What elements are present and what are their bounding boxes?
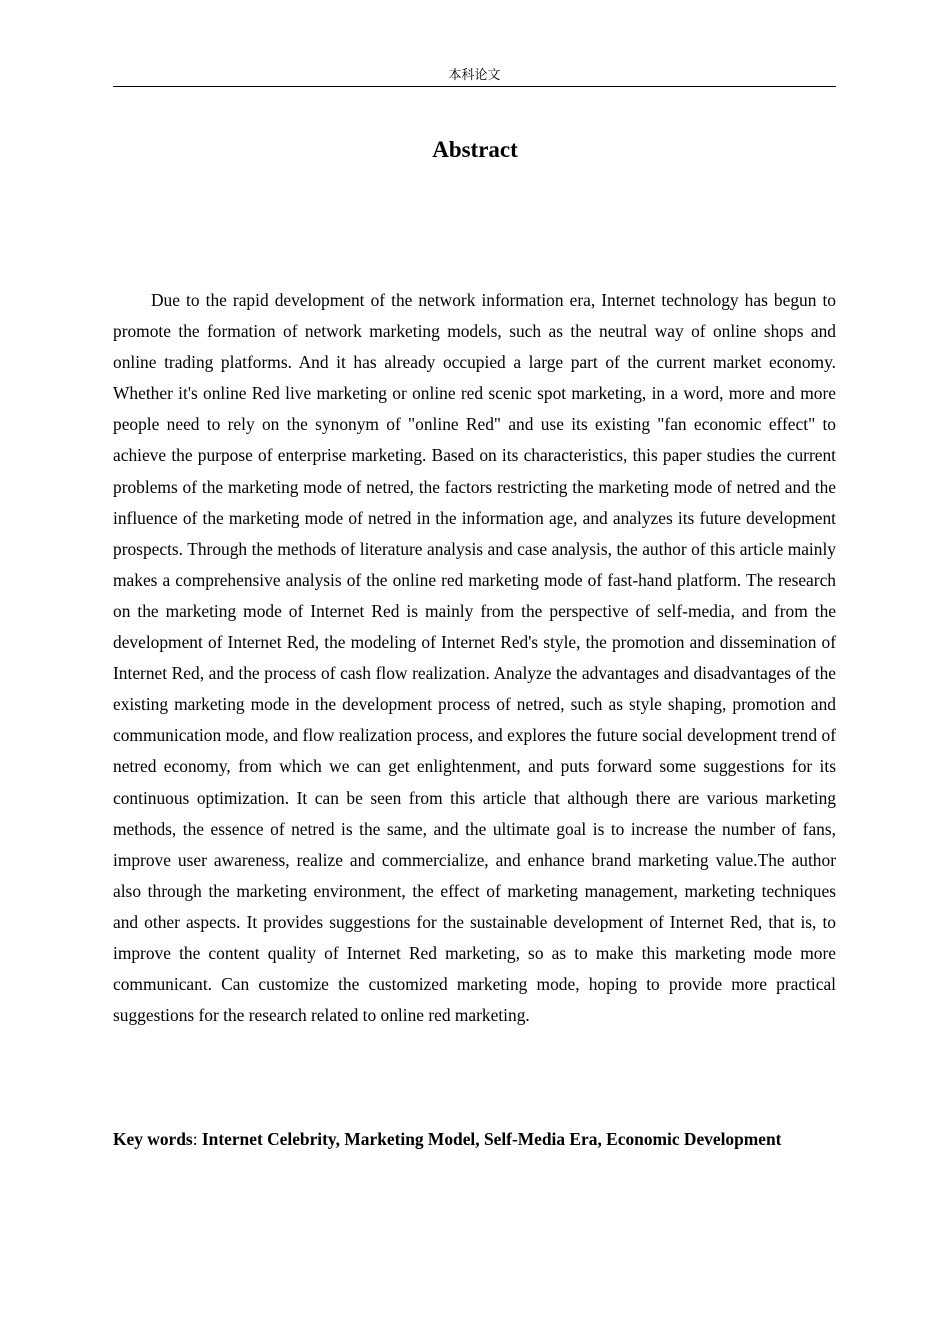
abstract-paragraph: Due to the rapid development of the network information era, Internet technology has begun to promote the formation of network marketing models, such as the neutral way of online shops and online trading platforms. And it has already occupied a large part of the current market economy. Whether it's online Red live marketing or online red scenic spot marketing, in a word, more and more people need to rely on the synonym of "online Red" and use its existing "fan economic effect" to achieve the purpose of enterprise marketing. Based on its characteristics, this paper studies the current problems of the marketing mode of netred, the factors restricting the marketing mode of netred and the influence of the marketing mode of netred in the information age, and analyzes its future development prospects. Through the methods of literature analysis and case analysis, the author of this article mainly makes a comprehensive analysis of the online red marketing mode of fast-hand platform. The research on the marketing mode of Internet Red is mainly from the perspective of self-media, and from the development of Internet Red, the modeling of Internet Red's style, the promotion and dissemination of Internet Red, and the process of cash flow realization. Analyze the advantages and disadvantages of the existing marketing mode in the development process of netred, such as style shaping, promotion and communication mode, and flow realization process, and explores the future social development trend of netred economy, from which we can get enlightenment, and puts forward some suggestions for its continuous optimization. It can be seen from this article that although there are various marketing methods, the essence of netred is the same, and the ultimate goal is to increase the number of fans, improve user awareness, realize and commercialize, and enhance brand marketing value.The author also through the marketing environment, the effect of marketing management, marketing techniques and other aspects. It provides suggestions for the sustainable development of Internet Red, that is, to improve the content quality of Internet Red marketing, so as to make this marketing mode more communicant. Can customize the customized marketing mode, hoping to provide more practical suggestions for the research related to online red marketing. [113, 290, 836, 1026]
keywords-terms: Internet Celebrity, Marketing Model, Self-Media Era, Economic Development [201, 1129, 782, 1149]
page-header [113, 66, 836, 87]
running-title: 本科论文 [448, 68, 501, 83]
keywords-label: Key words [113, 1129, 193, 1149]
keywords-line [113, 1124, 836, 1155]
abstract-title: Abstract [432, 137, 518, 162]
keywords-separator: : [192, 1129, 202, 1149]
